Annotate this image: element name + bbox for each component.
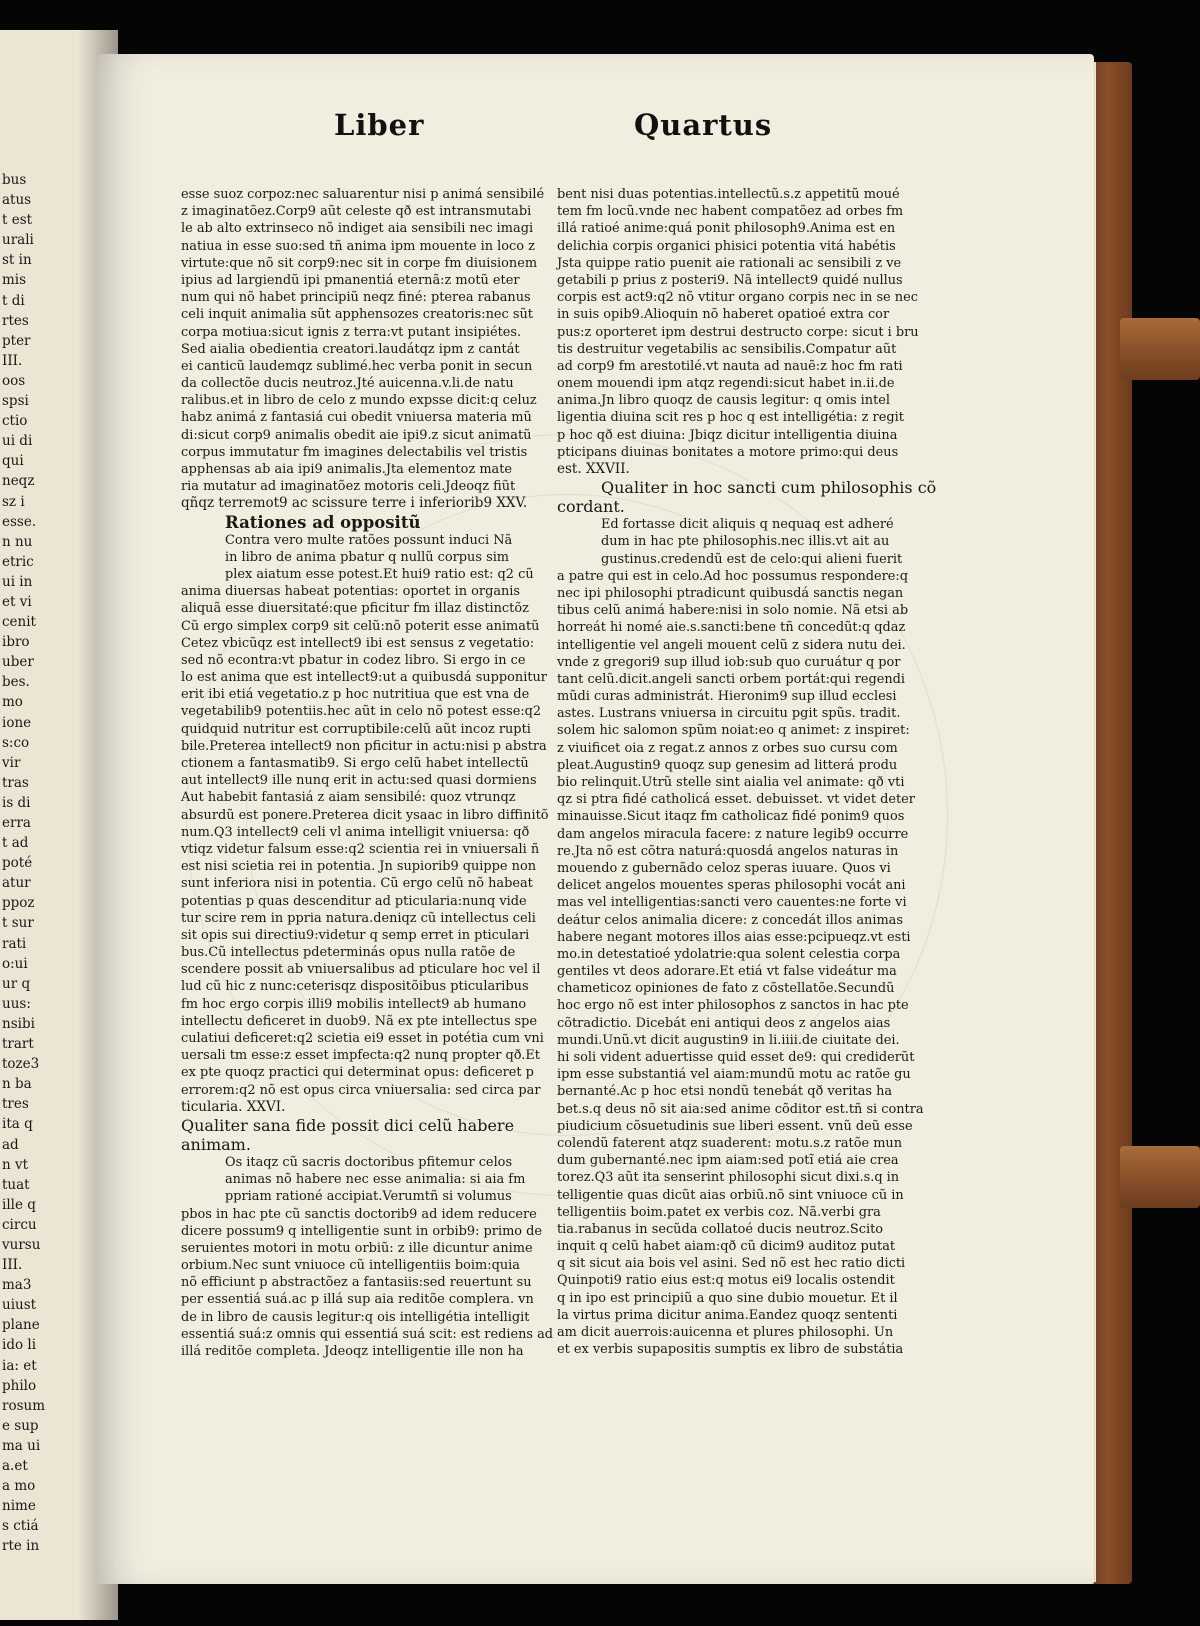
previous-page-line: ma3 [2, 1277, 32, 1294]
text-line: tem fm locũ.vnde nec habent compatõez ad orbes fm [557, 204, 904, 220]
previous-page-line: rtes [2, 312, 29, 329]
previous-page-line: trart [2, 1036, 34, 1053]
text-line: tur scire rem in ppria natura.deniqz cũ intellectus celi [181, 910, 536, 926]
text-line: de in libro de causis legitur:q ois intelligétia intelligit [181, 1309, 530, 1325]
previous-page-line: n nu [2, 533, 33, 550]
section-heading-line: animam. [181, 1134, 251, 1154]
text-line: potentias p quas descenditur ad pticularia:nunq vide [181, 893, 527, 909]
previous-page-line: III. [2, 352, 23, 369]
text-line: habz animá z fantasiá cui obedit vniuersa materia mũ [181, 410, 532, 426]
text-line: num.Q3 intellect9 celi vl anima intelligit vniuersa: qð [181, 824, 530, 840]
previous-page-line: mis [2, 272, 27, 289]
previous-page-line: plane [2, 1317, 40, 1334]
text-line: q sit sicut aia bois vel asini. Sed nõ est hec ratio dicti [557, 1256, 906, 1272]
text-line: sit opis sui directiu9:videtur q semp erret in pticulari [181, 927, 530, 943]
text-line: lud cũ hic z nunc:ceterisqz dispositõibus pticularibus [181, 979, 529, 995]
text-line: qñqz terremot9 ac scissure terre i inferiorib9 XXV. [181, 495, 528, 512]
text-line: ipius ad largiendũ ipi pmanentiá eternã:z motũ eter [181, 272, 520, 288]
text-line: ctionem a fantasmatib9. Si ergo celũ habet intellectũ [181, 756, 529, 771]
text-line: mundi.Unũ.vt dicit augustin9 in li.iiii.de ciuitate dei. [557, 1032, 900, 1048]
text-line: intelligentie vel angeli mouent celũ z sidera nutu dei. [557, 637, 906, 653]
text-line: gentiles vt deos adorare.Et etiá vt false videátur ma [557, 964, 897, 980]
text-line: culatiui deficeret:q2 scietia ei9 esset in potétia cum vni [181, 1031, 544, 1046]
text-line: sed nõ econtra:vt pbatur in codez libro. Si ergo in ce [181, 652, 526, 668]
previous-page-line: ibro [2, 634, 30, 651]
text-line: pus:z oporteret ipm destrui destructo corpe: sicut i bru [557, 324, 919, 340]
text-line: delicet angelos mouentes speras philosophi vocát ani [557, 878, 906, 894]
text-line: anima.Jn libro quoqz de causis legitur: q omis intel [557, 393, 891, 409]
text-line: p hoc qð est diuina: Jbiqz dicitur intelligentia diuina [557, 427, 898, 443]
text-line: fm hoc ergo corpis illi9 mobilis intellect9 ab humano [181, 996, 527, 1012]
text-line: minauisse.Sicut itaqz fm catholicaz fidé ponim9 quos [557, 809, 905, 825]
text-line: Cũ ergo simplex corp9 sit celũ:nõ poterit esse animatũ [181, 618, 540, 634]
previous-page-line: ione [2, 714, 32, 731]
previous-page-line: III. [2, 1257, 23, 1274]
text-line: ad corp9 fm arestotilé.vt nauta ad nauẽ:z hoc fm rati [557, 358, 903, 374]
previous-page-line: vursu [2, 1236, 41, 1253]
text-line: bus.Cũ intellectus pdeterminás opus nulla ratõe de [181, 945, 516, 961]
text-line: illá ratioé anime:quá ponit philosoph9.Anima est en [557, 221, 896, 237]
text-line: quidquid nutritur est corruptibile:celũ aũt incoz rupti [181, 721, 531, 737]
previous-page-line: s:co [2, 734, 30, 751]
text-line: nõ efficiunt p abstractõez a fantasiis:sed reuertunt su [181, 1275, 532, 1291]
text-line: delichia corpis organici phisici potentia vitá habétis [557, 238, 896, 254]
text-line: dum gubernanté.nec ipm aiam:sed potĩ etiá aie crea [557, 1153, 899, 1169]
text-line: in libro de anima pbatur q nullũ corpus sim [225, 549, 510, 565]
previous-page-line: bes. [2, 674, 30, 691]
text-column-right [557, 186, 937, 1358]
text-line: hi soli vident aduertisse quid esset de9: qui crediderũt [557, 1050, 915, 1065]
previous-page-line: ui in [2, 573, 33, 590]
text-line: tibus celũ animá habere:nisi in solo nomie. Nã etsi ab [557, 603, 909, 619]
previous-page-line: esse. [2, 513, 37, 530]
running-head-left: Liber [334, 108, 425, 142]
previous-page-line: ia: et [2, 1357, 37, 1374]
previous-page-line: atus [2, 192, 32, 209]
text-line: animas nõ habere nec esse animalia: si aia fm [225, 1172, 526, 1188]
text-line: illá reditõe completa. Jdeoqz intelligentie ille non ha [181, 1344, 524, 1359]
text-line: anima diuersas habeat potentias: oportet in organis [181, 584, 521, 600]
previous-page-line: rati [2, 935, 27, 952]
previous-page-line: tres [2, 1096, 29, 1113]
book-page [96, 54, 1094, 1584]
text-line: am dicit auerrois:auicenna et plures philosophi. Un [557, 1325, 894, 1340]
section-heading-line: Rationes ad oppositũ [225, 512, 421, 532]
text-line: bile.Preterea intellect9 non pficitur in actu:nisi p abstra [181, 738, 547, 754]
text-line: orbium.Nec sunt vniuoce cũ intelligentiis boim:quia [181, 1258, 520, 1274]
text-line: nec ipi philosophi ptradicunt quibusdá sanctis negan [557, 585, 904, 601]
text-line: inquit q celũ habet aiam:qð cũ dicim9 auditoz putat [557, 1239, 896, 1255]
text-line: pticipans diuinas bonitates a motore primo:qui deus [557, 444, 899, 460]
text-line: Cetez vbicũqz est intellect9 ibi est sensus z vegetatio: [181, 635, 535, 651]
previous-page-line: t sur [2, 915, 34, 932]
text-line: natiua in esse suo:sed tñ anima ipm mouente in loco z [181, 238, 535, 254]
previous-page-line: sz i [2, 493, 25, 510]
previous-page-line: a mo [2, 1478, 36, 1495]
text-line: est nisi scietia rei in potentia. Jn supiorib9 quippe non [181, 859, 537, 875]
text-line: getabili p prius z posteri9. Nã intellect9 quidé nullus [557, 272, 903, 288]
text-line: et ex verbis supapositis sumptis ex libro de substátia [557, 1342, 904, 1358]
text-line: onem mouendi ipm atqz regendi:sicut habet in.ii.de [557, 376, 895, 392]
text-line: ei canticũ laudemqz sublimé.hec verba ponit in secun [181, 358, 533, 374]
text-line: Quinpoti9 ratio eius est:q motus ei9 localis ostendit [557, 1273, 895, 1289]
previous-page-line: cenit [2, 614, 36, 631]
previous-page-line: philo [2, 1377, 37, 1394]
text-line: tia.rabanus in secũda collatoé ducis neutroz.Scito [557, 1221, 884, 1237]
text-line: vegetabilib9 potentiis.hec aũt in celo nõ potest esse:q2 [181, 704, 542, 720]
previous-page-line: rosum [2, 1397, 46, 1414]
text-line: torez.Q3 aũt ita senserint philosophi sicut dixi.s.q in [557, 1170, 900, 1186]
text-line: Os itaqz cũ sacris doctoribus pfitemur celos [225, 1154, 513, 1170]
text-line: ipm esse substantiá vel aiam:mundũ motu ac ratõe gu [557, 1067, 911, 1083]
text-line: dam angelos miracula facere: z nature legib9 occurre [557, 826, 909, 842]
previous-page-line: toze3 [2, 1056, 40, 1073]
section-heading-line: Qualiter in hoc sancti cum philosophis cõ [601, 478, 937, 498]
text-line: da collectõe ducis neutroz.Jté auicenna.v.li.de natu [181, 376, 514, 392]
text-line: horreát hi nomé aie.s.sancti:bene tñ concedũt:q qdaz [557, 620, 906, 636]
previous-page-line: vir [2, 754, 21, 771]
text-line: absurdũ est ponere.Preterea dicit ysaac in libro diffinitõ [181, 807, 549, 823]
text-line: errorem:q2 nõ est opus circa vniuersalia: sed circa par [181, 1082, 541, 1098]
text-line: dicere possum9 q intelligentie sunt in orbib9: primo de [181, 1223, 543, 1239]
text-line: bet.s.q deus nõ sit aia:sed anime cõditor est.tñ si contra [557, 1101, 924, 1117]
text-line: mo.in detestatioé ydolatrie:qua solent celestia corpa [557, 946, 901, 962]
text-line: esse suoz corpoz:nec saluarentur nisi p animá sensibilé [181, 187, 545, 202]
text-line: celi inquit animalia sũt apphensozes creatoris:nec sũt [181, 307, 533, 323]
text-line: bernanté.Ac p hoc etsi nondũ tenebát qð veritas ha [557, 1084, 893, 1100]
previous-page-line: nime [2, 1498, 36, 1515]
previous-page-line: t est [2, 212, 33, 229]
text-line: Contra vero multe ratões possunt induci Nã [225, 532, 513, 548]
previous-page-line: e sup [2, 1417, 39, 1434]
text-line: pleat.Augustin9 quoqz sup genesim ad litterá produ [557, 757, 898, 773]
text-line: ticularia. XXVI. [181, 1098, 286, 1115]
previous-page-line: rte in [2, 1538, 40, 1555]
text-line: Sed aialia obedientia creatori.laudátqz ipm z cantát [181, 341, 520, 357]
previous-page-line: atur [2, 875, 31, 892]
text-line: bent nisi duas potentias.intellectũ.s.z appetitũ moué [557, 187, 900, 202]
running-head-right: Quartus [634, 108, 773, 142]
text-line: plex aiatum esse potest.Et hui9 ratio est: q2 cũ [225, 566, 534, 582]
previous-page-line: ille q [2, 1196, 36, 1213]
text-line: ralibus.et in libro de celo z mundo expsse dicit:q celuz [181, 393, 537, 409]
text-line: apphensas ab aia ipi9 animalis.Jta elementoz mate [181, 462, 513, 477]
text-line: cõtradictio. Dicebát eni antiqui deos z angelos aias [557, 1015, 891, 1031]
previous-page-line: mo [2, 694, 23, 711]
previous-page-line: st in [2, 252, 32, 269]
text-line: corpis est act9:q2 nõ vtitur organo corpis nec in se nec [557, 290, 918, 306]
text-line: dum in hac pte philosophis.nec illis.vt ait au [601, 534, 890, 550]
text-line: lo est anima que est intellect9:ut a quibusdá supponitur [181, 670, 547, 686]
text-line: habere negant motores illos aias esse:pcipueqz.vt esti [557, 929, 911, 945]
text-line: aliquã esse diuersitaté:que pficitur fm illaz distinctõz [181, 601, 529, 617]
text-line: qz si ptra fidé catholicá esset. debuisset. vt videt deter [557, 792, 915, 808]
text-line: deátur celos animalia dicere: z concedát illos animas [557, 912, 903, 928]
text-line: tis destruitur vegetabilis ac sensibilis.Compatur aũt [557, 341, 897, 357]
text-line: mũdi curas administrát. Hieronim9 sup illud ecclesi [557, 689, 897, 705]
previous-page-line: urali [2, 232, 34, 249]
previous-page-line: uiust [2, 1297, 37, 1314]
previous-page-line: ad [2, 1136, 19, 1153]
text-line: chameticoz opiniones de fato z cõstellatõe.Secundũ [557, 981, 895, 997]
text-line: a patre qui est in celo.Ad hoc possumus respondere:q [557, 568, 909, 584]
text-line: scendere possit ab vniuersalibus ad pticulare hoc vel il [181, 962, 541, 978]
text-line: vtiqz videtur falsum esse:q2 scientia rei in vniuersali ñ [181, 841, 540, 857]
text-line: aut intellect9 ille nunq erit in actu:sed quasi dormiens [181, 773, 537, 789]
previous-page-line: tuat [2, 1176, 30, 1193]
text-line: intellectu deficeret in duob9. Nã ex pte intellectus spe [181, 1013, 538, 1029]
text-line: uersali tm esse:z esset impfecta:q2 nunq propter qð.Et [181, 1048, 540, 1064]
text-line: Aut habebit fantasiá z aiam sensibilé: quoz vtrunqz [181, 790, 516, 806]
text-line: corpus immutatur fm imagines delectabilis vel tristis [181, 444, 528, 460]
text-line: Ed fortasse dicit aliquis q nequaq est adheré [601, 517, 894, 533]
text-line: hoc ergo nõ est inter philosophos z sanctos in hac pte [557, 998, 909, 1014]
previous-page-line: uus: [2, 995, 31, 1012]
previous-page-line: ma ui [2, 1437, 41, 1454]
previous-page-line: tras [2, 774, 29, 791]
leather-strap-bottom [1120, 1146, 1200, 1208]
previous-page-line: n ba [2, 1076, 32, 1093]
text-line: bio relinquit.Utrũ stelle sint aialia vel animate: qð vti [557, 775, 905, 790]
text-line: ppriam rationé accipiat.Verumtñ si volumus [225, 1189, 512, 1205]
previous-page-line: circu [2, 1216, 37, 1233]
text-line: colendũ faterent atqz suaderent: motu.s.z ratõe mun [557, 1135, 903, 1151]
section-heading-line: cordant. [557, 497, 625, 517]
text-line: ligentia diuina scit res p hoc q est intelligétia: z regit [557, 410, 904, 426]
previous-page-line: poté [2, 855, 33, 872]
text-line: in suis opib9.Alioquin nõ haberet opatioé extra cor [557, 307, 890, 323]
previous-page-line: n vt [2, 1156, 29, 1173]
previous-page-line: ppoz [2, 895, 35, 912]
previous-page-line: bus [2, 172, 27, 188]
text-line: tant celũ.dicit.angeli sancti orbem portát:qui regendi [557, 671, 906, 687]
section-heading-line: Qualiter sana fide possit dici celũ habere [181, 1115, 515, 1135]
previous-page-line: t ad [2, 835, 29, 852]
text-line: q in ipo est principiũ a quo sine dubio mouetur. Et il [557, 1290, 898, 1306]
text-line: vnde z gregori9 sup illud iob:sub quo curuátur q por [557, 654, 901, 670]
text-line: mouendo z gubernãdo celoz speras iuuare. Quos vi [557, 860, 891, 876]
text-line: astes. Lustrans vniuersa in circuitu pgit spũs. tradit. [557, 706, 901, 722]
previous-page-line: nsibi [2, 1015, 35, 1032]
text-line: solem hic salomon spũm noiat:eo q animet: z inspiret: [557, 723, 910, 739]
text-line: telligentiis boim.patet ex verbis coz. Nã.verbi gra [557, 1204, 881, 1220]
previous-page-line: oos [2, 372, 26, 389]
previous-page-line: etric [2, 553, 34, 570]
previous-page-line: et vi [2, 593, 32, 610]
previous-page-line: t di [2, 292, 25, 309]
text-line: la virtus prima dicitur anima.Eandez quoqz sententi [557, 1307, 898, 1323]
previous-page-line: ctio [2, 413, 28, 430]
text-line: erit ibi etiá vegetatio.z p hoc nutritiua que est vna de [181, 687, 530, 703]
previous-page-line: uber [2, 654, 34, 671]
previous-page-line: a.et [2, 1458, 28, 1474]
text-column-left [181, 186, 554, 1360]
previous-page-line: is di [2, 794, 31, 811]
text-line: corpa motiua:sicut ignis z terra:vt putant insipiétes. [181, 324, 522, 340]
previous-page-line: ita q [2, 1116, 33, 1133]
text-line: re.Jta nõ est cõtra naturá:quosdá angelos naturas in [557, 843, 899, 859]
previous-page-line: qui [2, 453, 24, 470]
text-line: num qui nõ habet principiũ neqz finé: pterea rabanus [181, 290, 531, 306]
previous-page-text [2, 170, 62, 1556]
leather-strap-top [1120, 318, 1200, 380]
previous-page-line: ui di [2, 433, 33, 450]
previous-page-line: neqz [2, 473, 35, 490]
previous-page-line: ido li [2, 1337, 37, 1354]
text-line: Jsta quippe ratio puenit aie rationali ac sensibili z ve [557, 255, 902, 271]
text-line: pbos in hac pte cũ sanctis doctorib9 ad idem reducere [181, 1206, 537, 1222]
text-line: telligentie quas dicũt aias orbiũ.nõ sint vniuoce cũ in [557, 1187, 904, 1203]
text-line: gustinus.credendũ est de celo:qui alieni fuerit [601, 551, 903, 567]
text-line: sunt inferiora nisi in potentia. Cũ ergo celũ nõ habeat [181, 876, 533, 892]
previous-page-line: erra [2, 815, 31, 831]
previous-page-line: spsi [2, 393, 29, 410]
text-line: di:sicut corp9 animalis obedit aie ipi9.z sicut animatũ [181, 427, 532, 443]
text-line: seruientes motori in motu orbiũ: z ille dicuntur anime [181, 1240, 533, 1256]
text-line: essentiá suá:z omnis qui essentiá suá scit: est rediens ad [181, 1326, 554, 1342]
text-line: ria mutatur ad imaginatõez motoris celi.Jdeoqz fiũt [181, 479, 516, 495]
text-line: piudicium cõsuetudinis sue liberi essent. vnũ deũ esse [557, 1118, 913, 1134]
text-line: ex pte quoqz practici qui determinat opus: deficeret p [181, 1065, 534, 1081]
previous-page-line: o:ui [2, 955, 28, 972]
text-line: le ab alto extrinseco nõ indiget aia sensibili nec imagi [181, 221, 534, 237]
previous-page-line: ur q [2, 975, 31, 992]
text-line: per essentiá suá.ac p illá sup aia reditõe complera. vn [181, 1292, 534, 1308]
text-line: est. XXVII. [557, 461, 630, 477]
text-line: z viuificet oia z regat.z annos z orbes suo cursu com [557, 740, 898, 756]
text-line: z imaginatõez.Corp9 aũt celeste qð est intransmutabi [181, 204, 532, 220]
previous-page-line: s ctiá [2, 1518, 39, 1535]
text-line: mas vel intelligentias:sancti vero cauentes:ne forte vi [557, 895, 907, 911]
previous-page-line: pter [2, 332, 31, 349]
text-line: virtute:que nõ sit corp9:nec sit in corpe fm diuisionem [181, 255, 538, 271]
